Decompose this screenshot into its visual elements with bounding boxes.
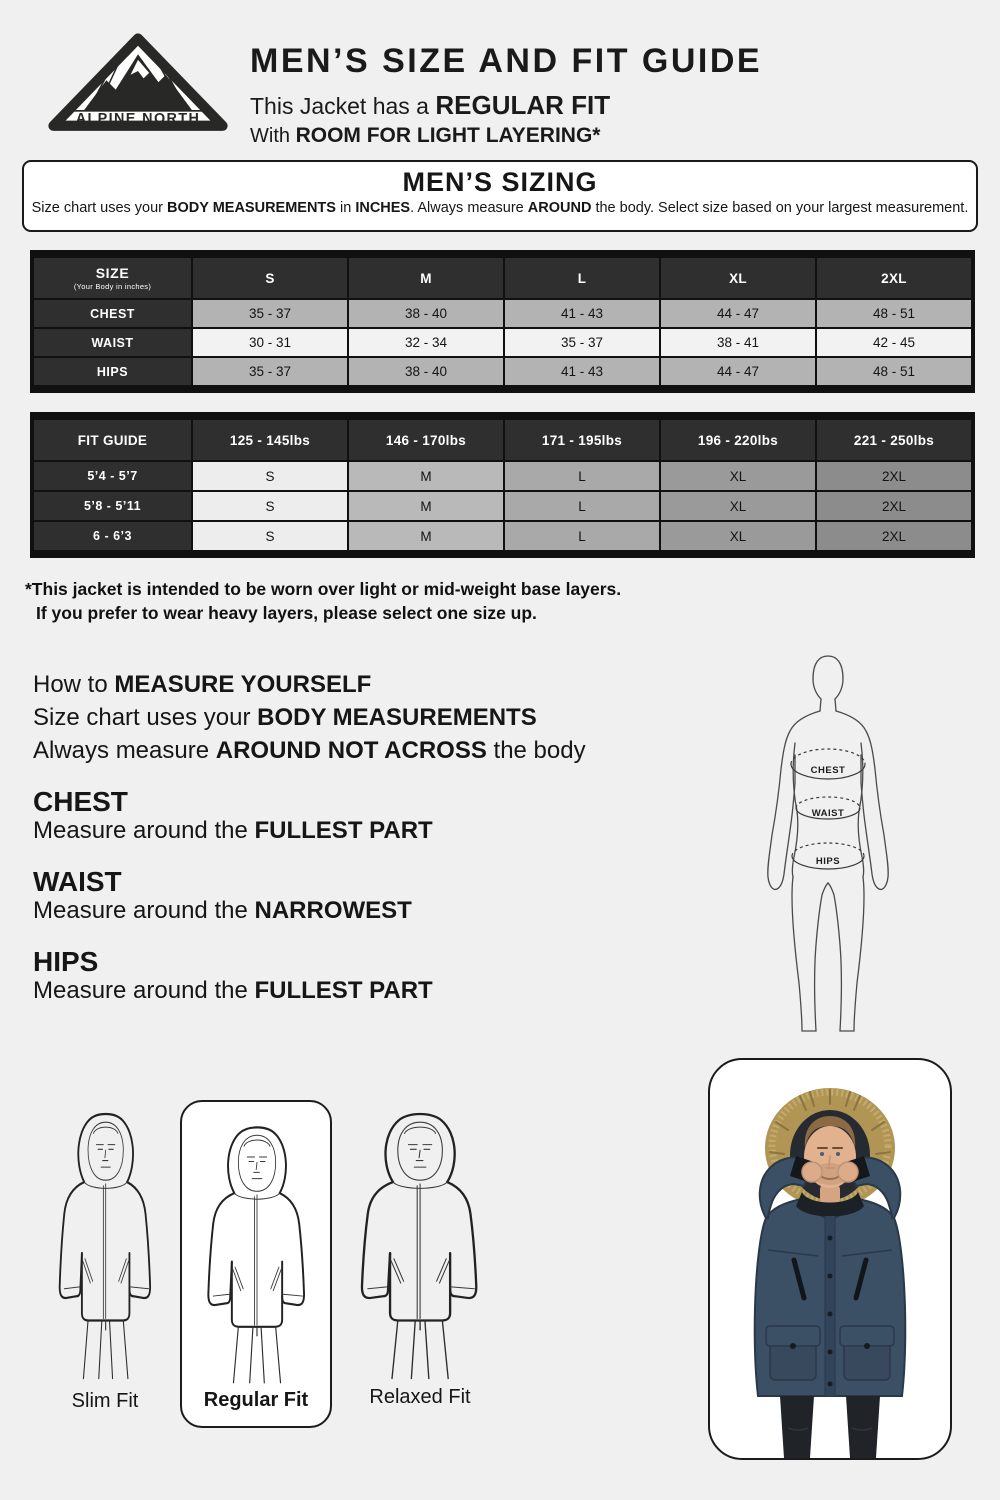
- body-outline: [768, 656, 888, 1031]
- measure-text: Always measure: [33, 737, 216, 764]
- slim-fit-illustration: [30, 1096, 180, 1386]
- measure-bold: BODY MEASUREMENTS: [257, 704, 537, 731]
- instruction-bold: FULLEST PART: [254, 817, 433, 844]
- size-column-header: XL: [661, 258, 815, 298]
- measure-text: the body: [486, 737, 586, 764]
- row-label-waist: WAIST: [34, 329, 191, 356]
- layering-footnote: [25, 577, 621, 625]
- model-in-parka-illustration: [710, 1060, 950, 1458]
- fit-cell: 2XL: [817, 462, 971, 490]
- desc-text: Size chart uses your: [31, 200, 168, 216]
- pants: [780, 1396, 880, 1458]
- desc-text: . Always measure: [410, 200, 528, 216]
- size-cell: 32 - 34: [349, 329, 503, 356]
- hips-instruction: [33, 947, 713, 1005]
- instruction-text: Measure around the: [33, 897, 255, 924]
- size-cell: 44 - 47: [661, 358, 815, 385]
- fit-subtitle-prefix: This Jacket has a: [250, 93, 436, 119]
- waist-instruction: [33, 867, 713, 925]
- fit-cell: L: [505, 492, 659, 520]
- sizing-box-description: [24, 200, 976, 216]
- left-hand: [802, 1162, 822, 1182]
- body-figure-illustration: [758, 643, 903, 1038]
- measure-bold: AROUND NOT ACROSS: [215, 737, 487, 764]
- relaxed-fit-label: Relaxed Fit: [369, 1386, 471, 1408]
- size-cell: 41 - 43: [505, 300, 659, 327]
- size-cell: 48 - 51: [817, 300, 971, 327]
- logo-brand-text: ALPINE NORTH: [75, 111, 201, 128]
- fit-table-corner-header: FIT GUIDE: [34, 420, 191, 460]
- fit-cell: M: [349, 462, 503, 490]
- size-cell: 44 - 47: [661, 300, 815, 327]
- layering-subtitle: [250, 124, 762, 148]
- instruction-bold: FULLEST PART: [254, 977, 433, 1004]
- figure-waist-label: WAIST: [811, 808, 845, 819]
- regular-fit-highlight-box: [180, 1100, 332, 1428]
- figure-chest-label: CHEST: [810, 765, 846, 776]
- height-row-label: 6 - 6’3: [34, 522, 191, 550]
- fit-cell: XL: [661, 462, 815, 490]
- size-cell: 35 - 37: [505, 329, 659, 356]
- chest-instruction: [33, 787, 713, 845]
- size-cell: 38 - 40: [349, 358, 503, 385]
- row-label-hips: HIPS: [34, 358, 191, 385]
- row-label-chest: CHEST: [34, 300, 191, 327]
- size-table: [30, 250, 975, 393]
- product-photo-card: [708, 1058, 952, 1460]
- size-header-title: SIZE: [95, 265, 130, 281]
- weight-column-header: 171 - 195lbs: [505, 420, 659, 460]
- weight-column-header: 146 - 170lbs: [349, 420, 503, 460]
- regular-fit-label: Regular Fit: [203, 1389, 309, 1411]
- layering-subtitle-prefix: With: [250, 125, 296, 147]
- header-titles: [250, 42, 762, 148]
- measure-bold: MEASURE YOURSELF: [114, 671, 372, 698]
- sizing-box-title: MEN’S SIZING: [402, 167, 598, 197]
- brand-logo: [45, 32, 231, 136]
- weight-column-header: 125 - 145lbs: [193, 420, 347, 460]
- size-cell: 38 - 41: [661, 329, 815, 356]
- height-row-label: 5’8 - 5’11: [34, 492, 191, 520]
- desc-text: in: [335, 200, 356, 216]
- size-cell: 48 - 51: [817, 358, 971, 385]
- instruction-text: Measure around the: [33, 817, 255, 844]
- slim-fit-label: Slim Fit: [71, 1390, 139, 1412]
- instruction-bold: NARROWEST: [254, 897, 412, 924]
- figure-hips-label: HIPS: [815, 856, 841, 867]
- waist-ellipse: [796, 797, 860, 819]
- size-column-header: M: [349, 258, 503, 298]
- fit-cell: 2XL: [817, 522, 971, 550]
- fit-cell: XL: [661, 522, 815, 550]
- fit-cell: L: [505, 462, 659, 490]
- fit-cell: S: [193, 522, 347, 550]
- fit-guide-table: [30, 412, 975, 558]
- instruction-text: Measure around the: [33, 977, 255, 1004]
- measure-text: How to: [33, 671, 115, 698]
- size-cell: 42 - 45: [817, 329, 971, 356]
- weight-column-header: 196 - 220lbs: [661, 420, 815, 460]
- fit-cell: S: [193, 462, 347, 490]
- measure-yourself-section: [33, 668, 713, 1005]
- size-header-note: (Your Body in inches): [73, 282, 152, 291]
- measure-heading-line: [33, 734, 713, 767]
- sizing-intro-box: [22, 160, 978, 232]
- fit-cell: L: [505, 522, 659, 550]
- fit-cell: M: [349, 522, 503, 550]
- desc-bold: AROUND: [527, 200, 592, 216]
- fit-cell: S: [193, 492, 347, 520]
- size-column-header: 2XL: [817, 258, 971, 298]
- size-cell: 30 - 31: [193, 329, 347, 356]
- regular-fit-illustration: [184, 1110, 330, 1390]
- chest-ellipse: [791, 749, 865, 779]
- layering-subtitle-bold: ROOM FOR LIGHT LAYERING*: [295, 124, 601, 147]
- hips-ellipse: [792, 843, 864, 869]
- desc-bold: BODY MEASUREMENTS: [167, 200, 336, 216]
- size-column-header: S: [193, 258, 347, 298]
- fit-cell: XL: [661, 492, 815, 520]
- right-hand: [838, 1162, 858, 1182]
- fit-cell: M: [349, 492, 503, 520]
- measure-heading-line: [33, 668, 713, 701]
- page-title: MEN’S SIZE AND FIT GUIDE: [250, 42, 763, 80]
- fit-cell: 2XL: [817, 492, 971, 520]
- footnote-line-2: If you prefer to wear heavy layers, please select one size up.: [36, 603, 537, 623]
- measure-text: Size chart uses your: [33, 704, 258, 731]
- size-cell: 35 - 37: [193, 358, 347, 385]
- fit-subtitle: [250, 90, 762, 121]
- size-column-header: L: [505, 258, 659, 298]
- size-table-corner-header: [34, 258, 191, 298]
- desc-bold: INCHES: [355, 200, 411, 216]
- desc-text: the body. Select size based on your largest measurement.: [591, 200, 969, 216]
- size-cell: 38 - 40: [349, 300, 503, 327]
- weight-column-header: 221 - 250lbs: [817, 420, 971, 460]
- footnote-line-1: *This jacket is intended to be worn over light or mid-weight base layers.: [25, 579, 622, 599]
- hips-instruction-title: HIPS: [33, 946, 99, 977]
- relaxed-fit-illustration: [340, 1096, 500, 1386]
- height-row-label: 5’4 - 5’7: [34, 462, 191, 490]
- fit-subtitle-bold: REGULAR FIT: [435, 90, 611, 120]
- size-cell: 41 - 43: [505, 358, 659, 385]
- chest-instruction-title: CHEST: [33, 786, 128, 817]
- size-cell: 35 - 37: [193, 300, 347, 327]
- measure-heading-line: [33, 701, 713, 734]
- waist-instruction-title: WAIST: [33, 866, 122, 897]
